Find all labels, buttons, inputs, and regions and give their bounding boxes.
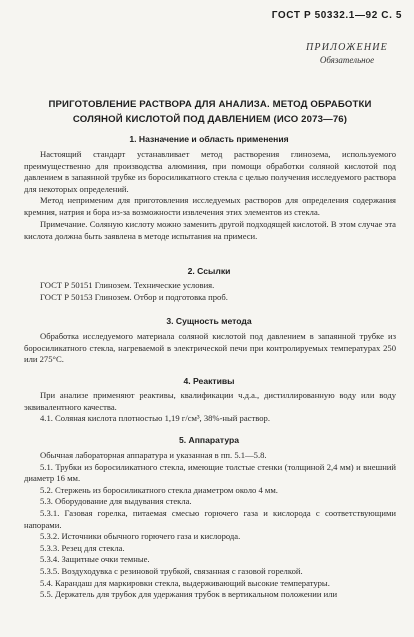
item-5-1: 5.1. Трубки из боросиликатного стекла, имеющие толстые стенки (толщиной 2,4 мм) и внешний диаметр 16 мм.	[24, 461, 396, 484]
item-5-3-3: 5.3.3. Резец для стекла.	[40, 542, 125, 553]
item-5-5: 5.5. Держатель для трубок для удержания трубок в вертикальном положении или	[40, 589, 338, 600]
section-5-intro: Обычная лабораторная аппаратура и указанная в пп. 5.1—5.8.	[40, 450, 267, 460]
reference-2: ГОСТ Р 50153 Глинозем. Отбор и подготовка проб.	[40, 291, 228, 302]
reference-1: ГОСТ Р 50151 Глинозем. Технические условия.	[40, 280, 215, 290]
appendix-status: Обязательное	[319, 55, 375, 65]
appendix-title: ПРИЛОЖЕНИЕ	[306, 42, 388, 53]
section-4-body	[24, 390, 396, 425]
section-1-heading: 1. Назначение и область применения	[129, 134, 289, 144]
section-1-paragraph-2: Метод неприменим для приготовления исследуемых растворов для определения содержания кремния, натрия и бора из-за возможности извлечения этих элементов из стекла.	[24, 195, 396, 217]
standard-code: ГОСТ Р 50332.1—92 С. 5	[271, 10, 402, 21]
section-4-paragraph-1: При анализе применяют реактивы, квалификации ч.д.а., дистиллированную воду или воду эквивалентного качества.	[24, 390, 396, 412]
section-3-body	[24, 331, 396, 366]
title-line-1: ПРИГОТОВЛЕНИЕ РАСТВОРА ДЛЯ АНАЛИЗА. МЕТОД ОБРАБОТКИ	[48, 99, 372, 110]
item-5-2: 5.2. Стержень из боросиликатного стекла диаметром около 4 мм.	[40, 484, 278, 495]
section-3-paragraph-1: Обработка исследуемого материала соляной кислотой под давлением в запаянной трубке из боросиликатного стекла, нагреваемой в электрической печи при контролируемых температурах 250 или 275°С.	[24, 331, 396, 365]
item-5-3-5: 5.3.5. Воздуходувка с резиновой трубкой, связанная с газовой горелкой.	[40, 565, 303, 576]
section-2-body	[24, 280, 396, 303]
item-5-4: 5.4. Карандаш для маркировки стекла, выдерживающий высокие температуры.	[40, 577, 330, 588]
section-2-heading: 2. Ссылки	[187, 266, 231, 276]
section-5-heading: 5. Аппаратура	[178, 435, 240, 445]
item-5-3-2: 5.3.2. Источники обычного горючего газа и кислорода.	[40, 531, 241, 542]
section-4-heading: 4. Реактивы	[183, 376, 235, 386]
section-1-paragraph-1: Настоящий стандарт устанавливает метод растворения глинозема, используемого преимущественно для производства алюминия, при помощи обработки соляной кислотой под давлением в запаянной трубке из боросиликатного стекла с целью получения исследуемого раствора для некоторых определений.	[24, 149, 396, 194]
title-line-2: СОЛЯНОЙ КИСЛОТОЙ ПОД ДАВЛЕНИЕМ (ИСО 2073—76)	[72, 114, 348, 125]
item-5-3-4: 5.3.4. Защитные очки темные.	[40, 554, 150, 565]
section-5-body	[24, 450, 396, 601]
item-5-3-1: 5.3.1. Газовая горелка, питаемая смесью горючего газа и кислорода с соответствующими напорами.	[24, 507, 396, 530]
item-5-3: 5.3. Оборудование для выдувания стекла.	[40, 496, 192, 507]
appendix-label	[306, 42, 388, 65]
document-title	[30, 97, 390, 127]
section-1-note	[24, 219, 396, 242]
section-3-heading: 3. Сущность метода	[166, 316, 252, 326]
section-1-note-text: Примечание. Соляную кислоту можно заменить другой подходящей кислотой. В этом случае эта кислота должна быть заявлена в методе испытания на примеси.	[24, 219, 396, 241]
section-4-item-4-1: 4.1. Соляная кислота плотностью 1,19 г/см³, 38%-ный раствор.	[40, 413, 270, 424]
section-1-body	[24, 149, 396, 219]
